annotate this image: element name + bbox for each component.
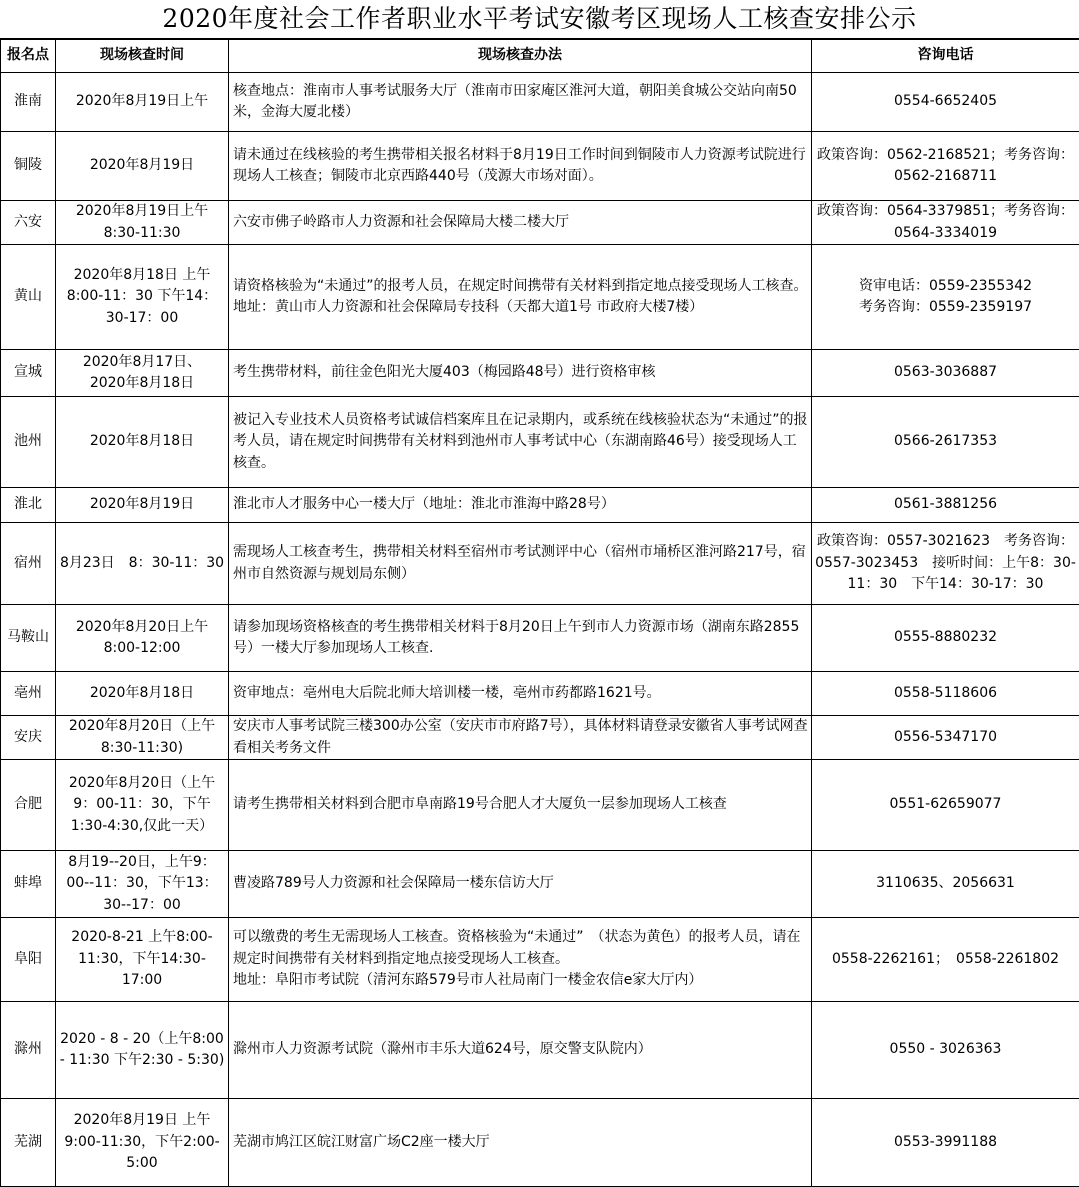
cell-region: 淮南 — [1, 73, 56, 132]
table-row — [1, 73, 1079, 132]
cell-time: 2020年8月19日 — [56, 488, 229, 523]
cell-region: 宿州 — [1, 523, 56, 605]
cell-phone: 0566-2617353 — [812, 397, 1079, 488]
cell-region: 淮北 — [1, 488, 56, 523]
cell-time: 8月23日 8：30-11：30 — [56, 523, 229, 605]
table-row — [1, 851, 1079, 918]
cell-phone: 0556-5347170 — [812, 716, 1079, 760]
cell-region: 滁州 — [1, 1002, 56, 1099]
cell-time: 2020年8月20日（上午8:30-11:30) — [56, 716, 229, 760]
cell-phone: 0558-5118606 — [812, 672, 1079, 716]
table-row — [1, 672, 1079, 716]
header-region: 报名点 — [1, 40, 56, 73]
cell-phone: 资审电话：0559-2355342 考务咨询：0559-2359197 — [812, 245, 1079, 350]
cell-region: 安庆 — [1, 716, 56, 760]
header-row — [1, 40, 1079, 73]
cell-method: 请资格核验为“未通过”的报考人员，在规定时间携带有关材料到指定地点接受现场人工核查。 地址：黄山市人力资源和社会保障局专技科（天都大道1号 市政府大楼7楼） — [229, 245, 812, 350]
table-row — [1, 1002, 1079, 1099]
table-row — [1, 201, 1079, 245]
table-row — [1, 397, 1079, 488]
cell-time: 2020年8月20日（上午9：00-11：30，下午1:30-4:30,仅此一天） — [56, 760, 229, 851]
header-time: 现场核查时间 — [56, 40, 229, 73]
cell-region: 阜阳 — [1, 918, 56, 1002]
cell-phone: 0550 - 3026363 — [812, 1002, 1079, 1099]
header-method: 现场核查办法 — [229, 40, 812, 73]
cell-method: 考生携带材料，前往金色阳光大厦403（梅园路48号）进行资格审核 — [229, 350, 812, 397]
cell-time: 2020年8月19日 上午9:00-11:30，下午2:00-5:00 — [56, 1099, 229, 1187]
table-row — [1, 132, 1079, 201]
cell-region: 宣城 — [1, 350, 56, 397]
cell-phone: 0553-3991188 — [812, 1099, 1079, 1187]
cell-method: 核查地点：淮南市人事考试服务大厅（淮南市田家庵区淮河大道，朝阳美食城公交站向南50米，金海大厦北楼） — [229, 73, 812, 132]
cell-method: 淮北市人才服务中心一楼大厅（地址：淮北市淮海中路28号） — [229, 488, 812, 523]
cell-phone: 政策咨询：0564-3379851；考务咨询：0564-3334019 — [812, 201, 1079, 245]
cell-time: 2020年8月19日 — [56, 132, 229, 201]
table-body — [1, 73, 1079, 1187]
cell-time: 2020年8月18日 — [56, 672, 229, 716]
cell-method: 六安市佛子岭路市人力资源和社会保障局大楼二楼大厅 — [229, 201, 812, 245]
cell-region: 亳州 — [1, 672, 56, 716]
table-row — [1, 488, 1079, 523]
cell-method: 芜湖市鸠江区皖江财富广场C2座一楼大厅 — [229, 1099, 812, 1187]
cell-time: 8月19--20日，上午9：00--11：30，下午13：30--17：00 — [56, 851, 229, 918]
cell-phone: 0555-8880232 — [812, 605, 1079, 672]
cell-phone: 0563-3036887 — [812, 350, 1079, 397]
cell-phone: 政策咨询：0562-2168521；考务咨询：0562-2168711 — [812, 132, 1079, 201]
table-row — [1, 523, 1079, 605]
cell-method: 请未通过在线核验的考生携带相关报名材料于8月19日工作时间到铜陵市人力资源考试院进行现场人工核查；铜陵市北京西路440号（茂源大市场对面）。 — [229, 132, 812, 201]
cell-time: 2020年8月18日 — [56, 397, 229, 488]
cell-time: 2020 - 8 - 20（上午8:00 - 11:30 下午2:30 - 5:30) — [56, 1002, 229, 1099]
cell-method: 请参加现场资格核查的考生携带相关材料于8月20日上午到市人力资源市场（湖南东路2855号）一楼大厅参加现场人工核查. — [229, 605, 812, 672]
cell-region: 铜陵 — [1, 132, 56, 201]
table-row — [1, 1099, 1079, 1187]
table-row — [1, 605, 1079, 672]
cell-time: 2020年8月18日 上午8:00-11：30 下午14：30-17：00 — [56, 245, 229, 350]
cell-region: 马鞍山 — [1, 605, 56, 672]
cell-method: 被记入专业技术人员资格考试诚信档案库且在记录期内，或系统在线核验状态为“未通过”的报考人员，请在规定时间携带有关材料到池州市人事考试中心（东湖南路46号）接受现场人工核查。 — [229, 397, 812, 488]
table-row — [1, 716, 1079, 760]
cell-time: 2020年8月19日上午 — [56, 73, 229, 132]
cell-region: 合肥 — [1, 760, 56, 851]
cell-time: 2020-8-21 上午8:00-11:30，下午14:30-17:00 — [56, 918, 229, 1002]
cell-method: 可以缴费的考生无需现场人工核查。资格核验为“未通过” （状态为黄色）的报考人员，请在规定时间携带有关材料到指定地点接受现场人工核查。 地址：阜阳市考试院（清河东路579号市人社局南门一楼金农信e家大厅内） — [229, 918, 812, 1002]
cell-region: 六安 — [1, 201, 56, 245]
cell-phone: 0558-2262161； 0558-2261802 — [812, 918, 1079, 1002]
cell-method: 安庆市人事考试院三楼300办公室（安庆市市府路7号），具体材料请登录安徽省人事考试网查看相关考务文件 — [229, 716, 812, 760]
cell-method: 请考生携带相关材料到合肥市阜南路19号合肥人才大厦负一层参加现场人工核查 — [229, 760, 812, 851]
cell-phone: 0551-62659077 — [812, 760, 1079, 851]
cell-time: 2020年8月19日上午8:30-11:30 — [56, 201, 229, 245]
table-row — [1, 760, 1079, 851]
table-row — [1, 350, 1079, 397]
header-phone: 咨询电话 — [812, 40, 1079, 73]
cell-method: 滁州市人力资源考试院（滁州市丰乐大道624号，原交警支队院内） — [229, 1002, 812, 1099]
cell-phone: 政策咨询：0557-3021623 考务咨询：0557-3023453 接听时间：上午8：30-11：30 下午14：30-17：30 — [812, 523, 1079, 605]
cell-method: 资审地点：亳州电大后院北师大培训楼一楼，亳州市药都路1621号。 — [229, 672, 812, 716]
table-row — [1, 245, 1079, 350]
cell-region: 黄山 — [1, 245, 56, 350]
cell-phone: 0561-3881256 — [812, 488, 1079, 523]
cell-method: 曹凌路789号人力资源和社会保障局一楼东信访大厅 — [229, 851, 812, 918]
cell-region: 蚌埠 — [1, 851, 56, 918]
cell-phone: 0554-6652405 — [812, 73, 1079, 132]
cell-time: 2020年8月17日、 2020年8月18日 — [56, 350, 229, 397]
table-row — [1, 918, 1079, 1002]
schedule-table — [0, 39, 1079, 1187]
page-title: 2020年度社会工作者职业水平考试安徽考区现场人工核查安排公示 — [0, 0, 1079, 39]
cell-phone: 3110635、2056631 — [812, 851, 1079, 918]
cell-region: 芜湖 — [1, 1099, 56, 1187]
cell-time: 2020年8月20日上午8:00-12:00 — [56, 605, 229, 672]
cell-region: 池州 — [1, 397, 56, 488]
cell-method: 需现场人工核查考生，携带相关材料至宿州市考试测评中心（宿州市埇桥区淮河路217号，宿州市自然资源与规划局东侧） — [229, 523, 812, 605]
